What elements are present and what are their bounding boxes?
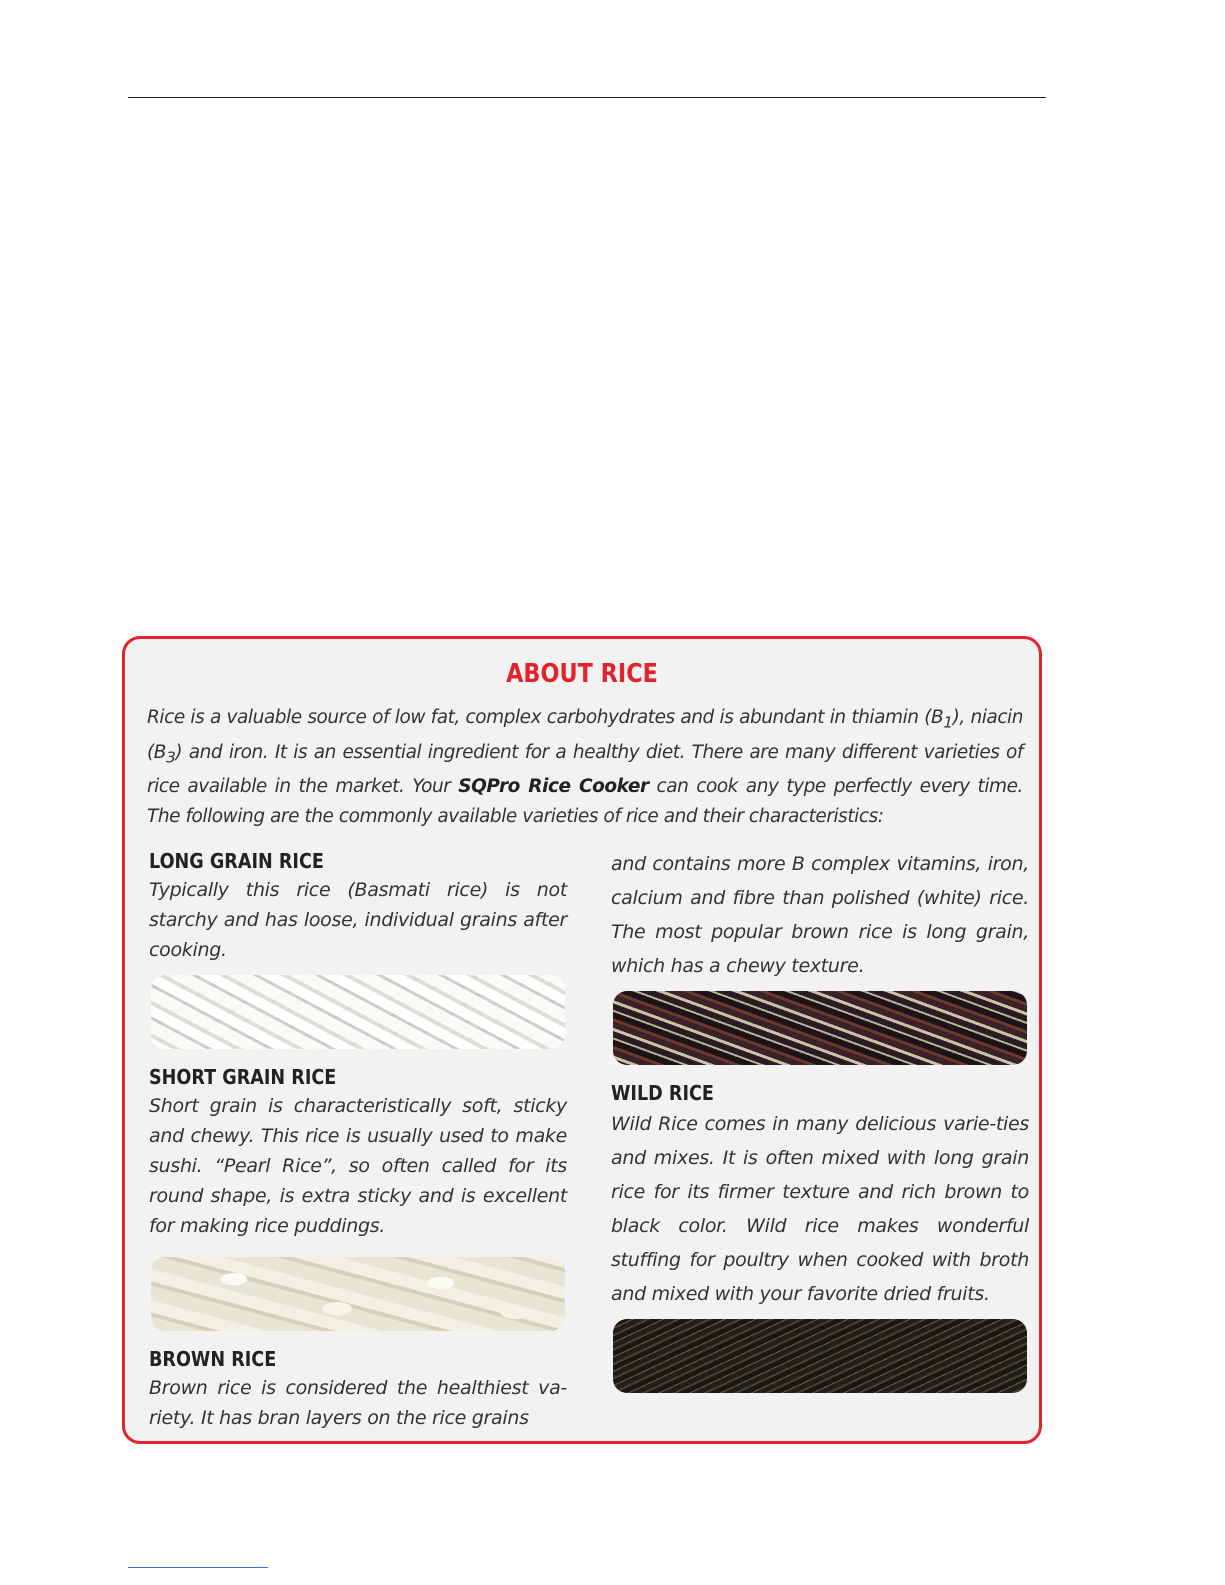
short-grain-text: Short grain is characteristically soft, sticky and chewy. This rice is usually used to make sushi. “Pearl Rice”, so often called for its round shape, is extra sticky and is excellent for making rice puddings. [149, 1095, 567, 1237]
intro-paragraph [147, 703, 1023, 832]
brown-rice-text-left: Brown rice is considered the healthiest va-riety. It has bran layers on the rice grains [149, 1377, 567, 1429]
brown-rice-photo [613, 991, 1027, 1065]
right-column [611, 847, 1029, 1407]
long-grain-rice-photo [151, 975, 565, 1049]
intro-subscript-1: 1 [943, 713, 953, 732]
short-grain-heading: SHORT GRAIN RICE [149, 1065, 337, 1089]
brown-rice-text-right: and contains more B complex vitamins, iron, calcium and fibre than polished (white) rice. The most popular brown rice is long grain, which has a chewy texture. [611, 853, 1029, 977]
footer-rule [128, 1567, 268, 1568]
about-rice-panel [122, 636, 1042, 1444]
short-grain-rice-photo [151, 1257, 565, 1331]
wild-rice-heading: WILD RICE [611, 1081, 714, 1105]
wild-rice-photo [613, 1319, 1027, 1393]
long-grain-text: Typically this rice (Basmati rice) is not starchy and has loose, individual grains after cooking. [149, 879, 567, 961]
wild-rice-text: Wild Rice comes in many delicious varie-ties and mixes. It is often mixed with long grain rice for its firmer texture and rich brown to black color. Wild rice makes wonderful stuffing for poultry when cooked with broth and mixed with your favorite dried fruits. [611, 1113, 1029, 1305]
panel-title: ABOUT RICE [506, 659, 658, 689]
intro-text-4: can cook any type perfectly every time. The following are the commonly available varieties of rice and their characteristics: [147, 776, 1023, 828]
intro-text-1: Rice is a valuable source of low fat, complex carbohydrates and is abundant in thiamin (B [147, 707, 944, 728]
intro-subscript-2: 3 [166, 748, 176, 767]
long-grain-heading: LONG GRAIN RICE [149, 849, 324, 873]
left-column [149, 847, 567, 1433]
intro-text-2: ), niacin (B [147, 707, 1023, 763]
header-rule [128, 97, 1046, 98]
intro-text-3: ) and iron. It is an essential ingredient for a healthy diet. There are many different varieties of rice available in the market. Your [147, 741, 1023, 798]
brown-rice-heading: BROWN RICE [149, 1347, 277, 1371]
brand-name: SQPro Rice Cooker [458, 776, 649, 798]
